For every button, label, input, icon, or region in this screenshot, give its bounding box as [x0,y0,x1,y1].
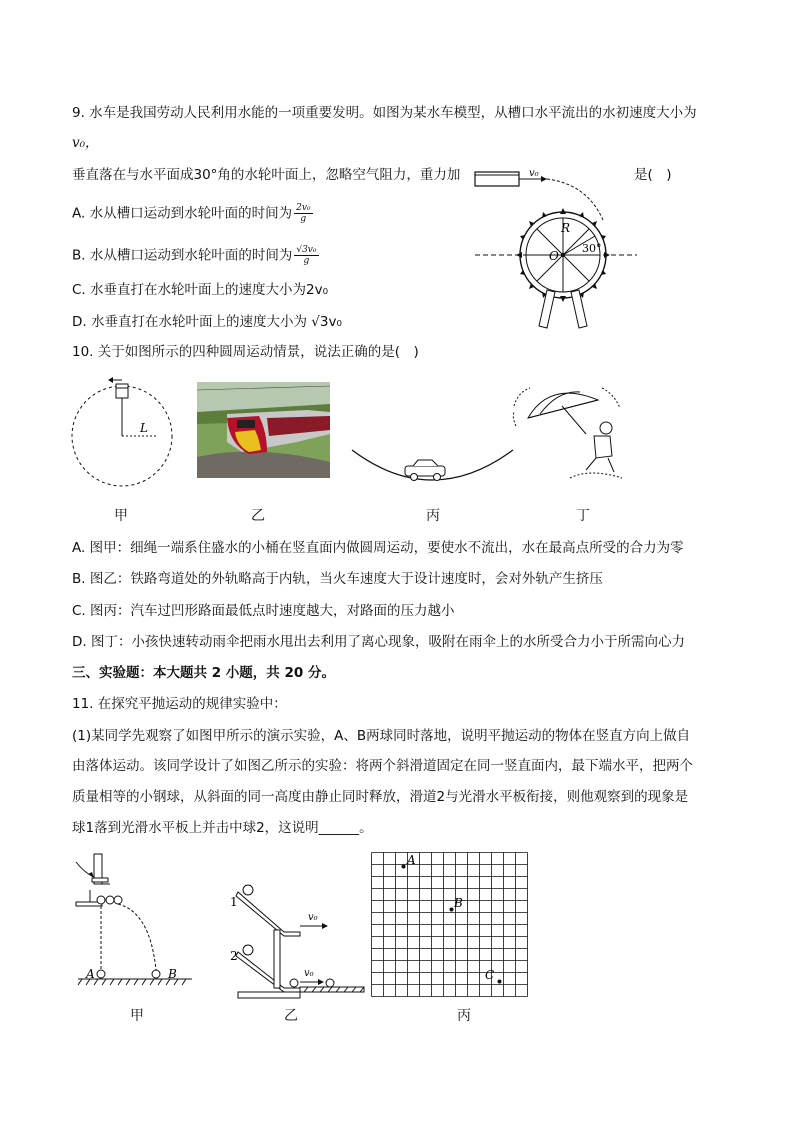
q9-stem-line2-end: 是( ) [634,167,672,183]
q9-option-c[interactable]: C. 水垂直打在水轮叶面上的速度大小为2v₀ [72,282,328,298]
fig-L-label: L [140,421,148,435]
q10-fig-bing [350,440,515,490]
section-3-heading: 三、实验题：本大题共 2 小题，共 20 分。 [72,665,335,681]
grid-point-C-label: C [485,968,495,982]
fig-A-label: A [86,967,95,981]
q11-para-line2: 由落体运动。该同学设计了如图乙所示的实验：将两个斜滑道固定在同一竖直面内，最下端水平，把两个 [72,758,693,774]
q10-stem: 10. 关于如图所示的四种圆周运动情景，说法正确的是( ) [72,344,419,360]
q10-caption-jia: 甲 [114,508,128,524]
fig-v0-lower-label: v₀ [304,968,314,979]
q11-para-line1: (1)某同学先观察了如图甲所示的演示实验，A、B两球同时落地，说明平抛运动的物体在竖直方向上做自 [72,728,691,744]
q10-option-c[interactable]: C. 图丙：汽车过凹形路面最低点时速度越大，对路面的压力越小 [72,603,455,619]
fig-O-label: O [549,249,559,263]
q11-caption-bing: 丙 [457,1008,471,1024]
q10-fig-yi-train-photo [197,382,330,478]
fig-B-label: B [168,967,177,981]
q9-option-b-num: √3v₀ [296,245,317,255]
fig-track-1-label: 1 [230,895,238,909]
q9-option-b-text: B. 水从槽口运动到水轮叶面的时间为 [72,247,293,264]
q9-option-a[interactable] [72,203,313,224]
q9-option-b[interactable] [72,245,319,266]
q11-stem: 11. 在探究平抛运动的规律实验中： [72,696,287,712]
fig-angle-label: 30° [582,242,602,255]
q9-waterwheel-figure [465,162,645,332]
q10-option-d[interactable]: D. 图丁：小孩快速转动雨伞把雨水甩出去利用了离心现象，吸附在雨伞上的水所受合力小于所需向心力 [72,634,685,650]
q10-caption-yi: 乙 [251,508,265,524]
q11-caption-yi: 乙 [284,1008,298,1024]
q9-option-a-num: 2v₀ [296,203,311,213]
grid-point-A-label: A [407,853,416,867]
q9-option-a-den: g [300,214,307,224]
grid-point-B-label: B [454,896,463,910]
q11-caption-jia: 甲 [130,1008,144,1024]
q11-fig-bing-grid [371,852,531,998]
q10-fig-ding [510,378,630,486]
q9-option-d[interactable]: D. 水垂直打在水轮叶面上的速度大小为 √3v₀ [72,314,342,330]
fig-R-label: R [561,221,571,235]
q11-fig-yi [228,880,368,1000]
q10-fig-jia [66,376,176,498]
q9-stem-line2: 垂直落在与水平面成30°角的水轮叶面上，忽略空气阻力，重力加 [72,167,461,183]
fig-v0-upper-label: v₀ [308,912,318,923]
q11-para-line4: 球1落到光滑水平板上并击中球2，这说明______。 [72,820,373,836]
q10-caption-bing: 丙 [426,508,440,524]
q9-option-a-text: A. 水从槽口运动到水轮叶面的时间为 [72,205,293,222]
q10-option-b[interactable]: B. 图乙：铁路弯道处的外轨略高于内轨，当火车速度大于设计速度时，会对外轨产生挤压 [72,571,603,587]
fig-track-2-label: 2 [230,949,238,963]
q11-para-line3: 质量相等的小钢球，从斜面的同一高度由静止同时释放，滑道2与光滑水平板衔接，则他观察到的现象是 [72,789,689,805]
fig-v0-label: v₀ [529,168,539,179]
q9-option-b-den: g [303,256,310,266]
q10-option-a[interactable]: A. 图甲：细绳一端系住盛水的小桶在竖直面内做圆周运动，要使水不流出，水在最高点所受的合力为零 [72,540,684,556]
q9-v0: v₀， [72,135,99,151]
q9-stem-line1: 9. 水车是我国劳动人民利用水能的一项重要发明。如图为某水车模型，从槽口水平流出的水初速度大小为 [72,105,697,121]
q11-fig-jia [70,852,200,1000]
q10-caption-ding: 丁 [576,508,590,524]
